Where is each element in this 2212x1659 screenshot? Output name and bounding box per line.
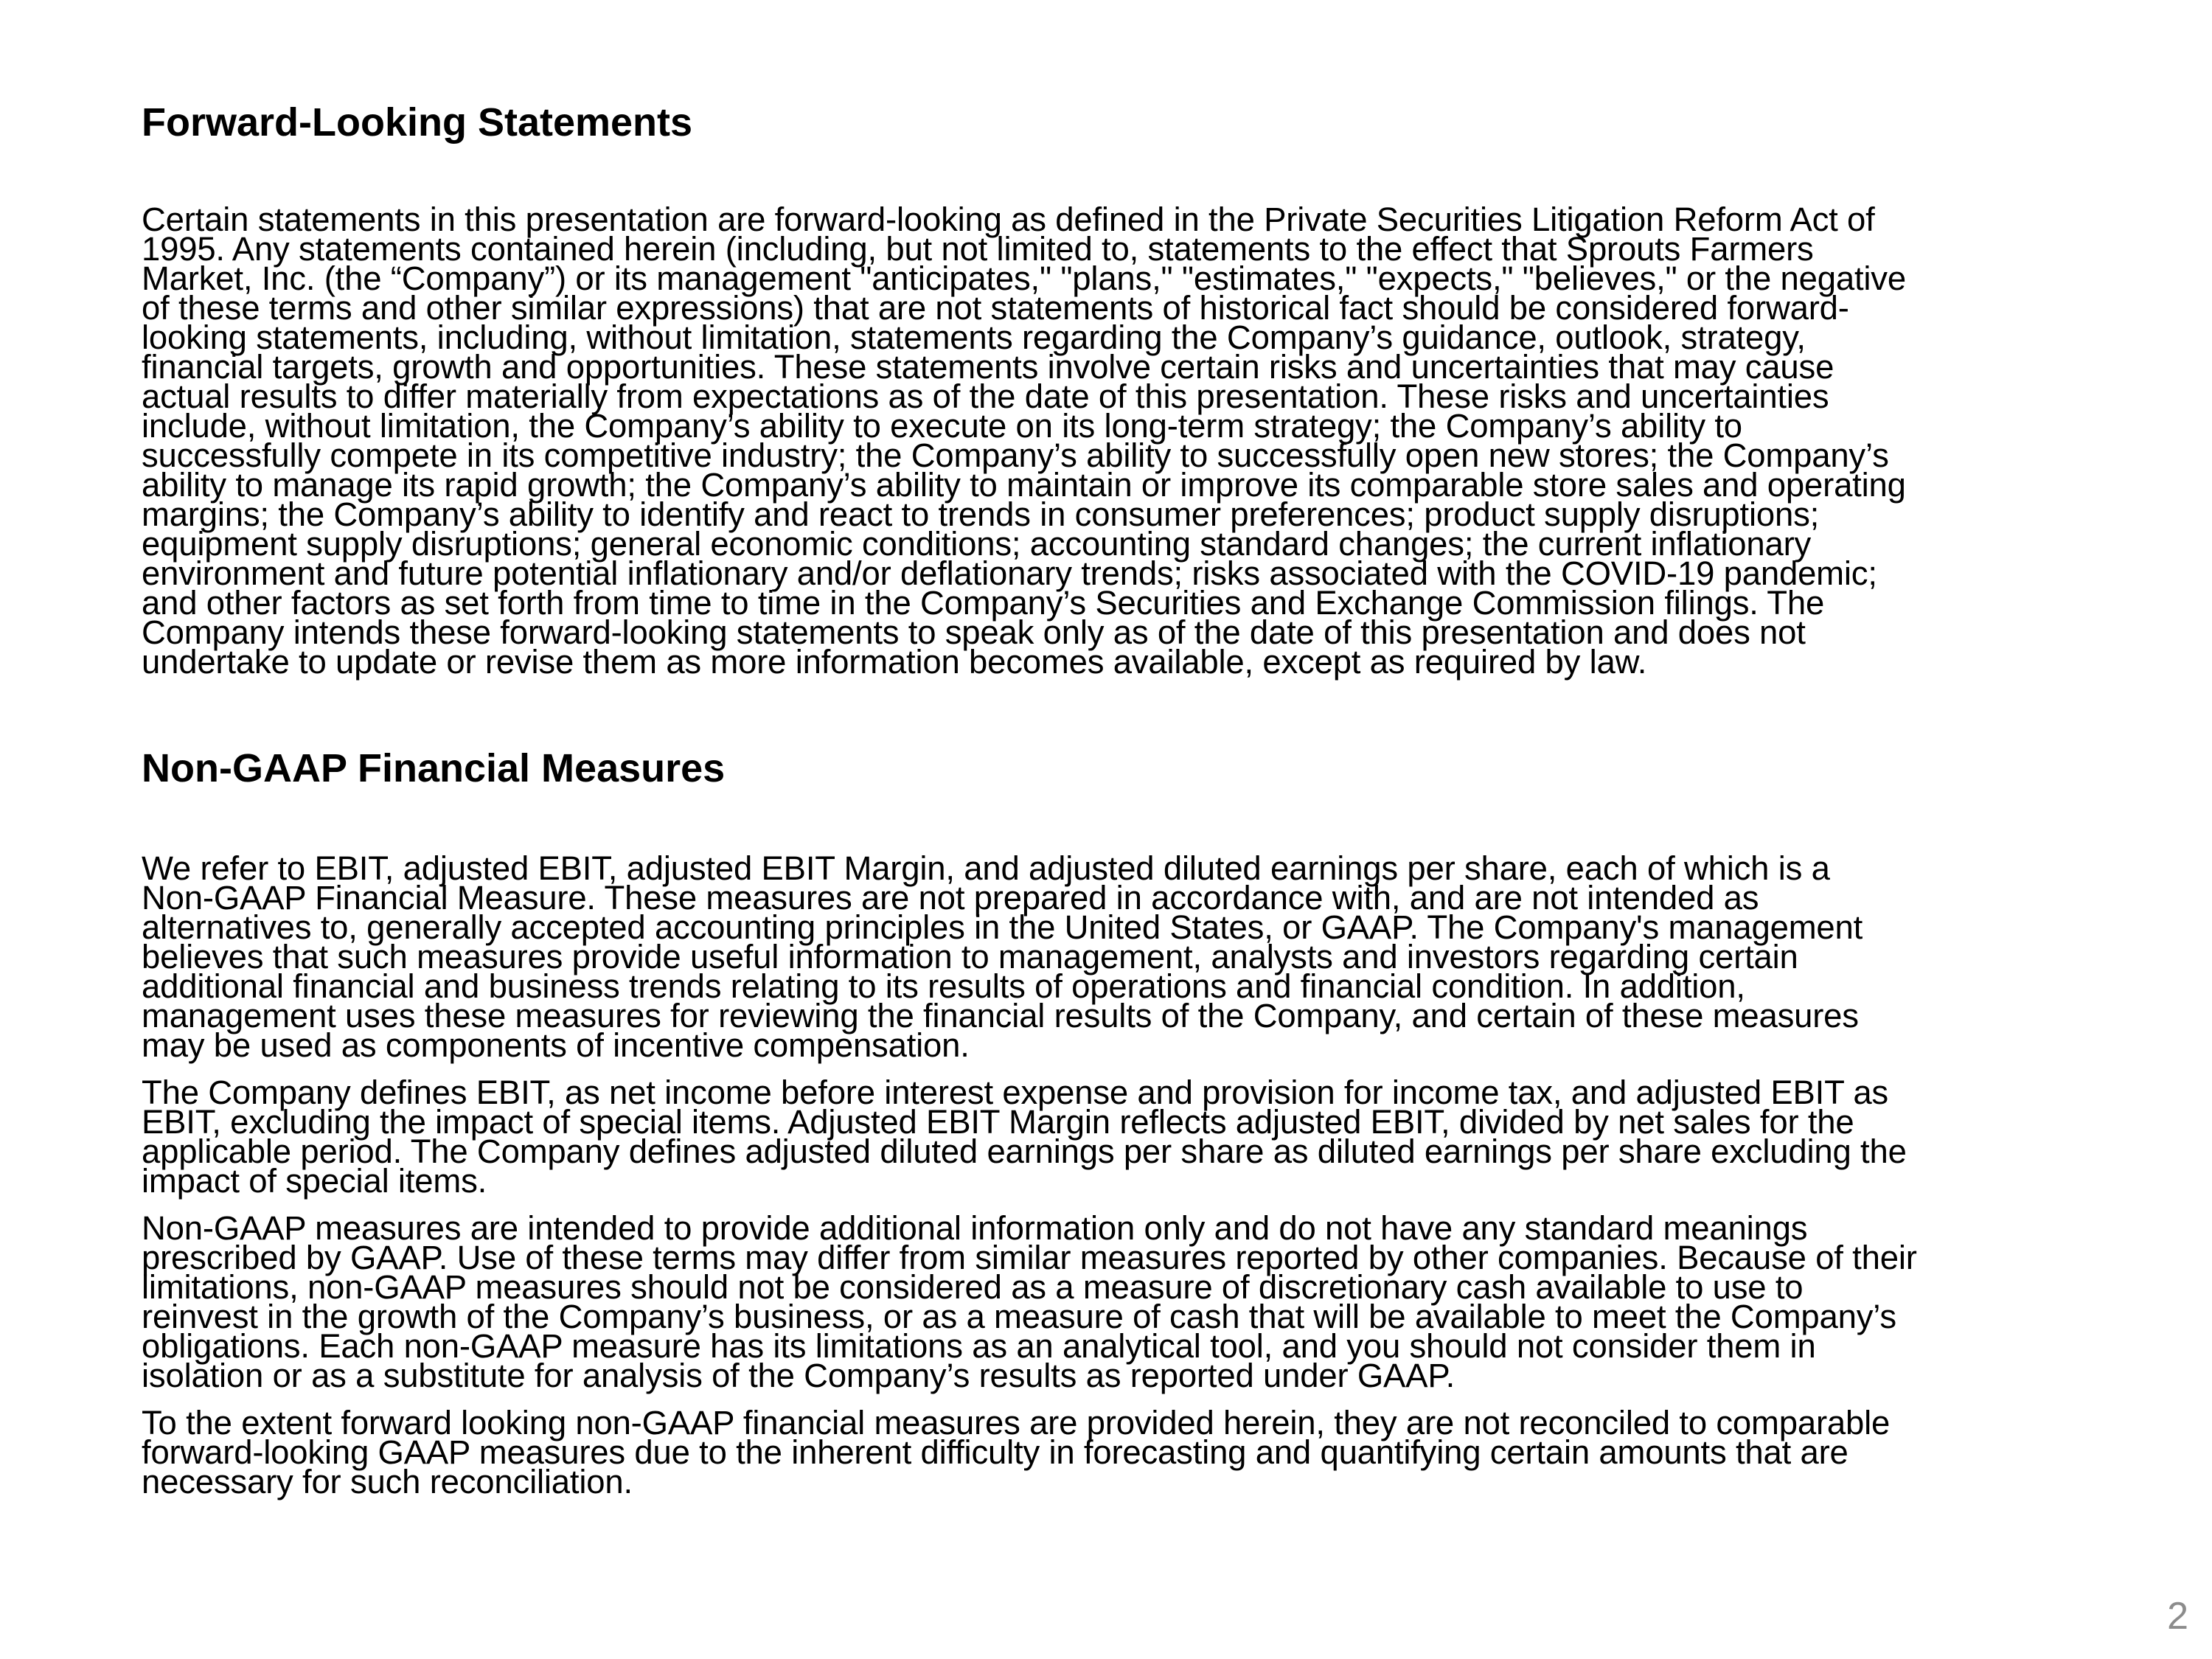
text-line: may be used as components of incentive compensation.	[142, 1026, 970, 1064]
text-line: undertake to update or revise them as more information becomes available, except as required by law.	[142, 643, 1647, 681]
forward-looking-statements-body	[142, 201, 2147, 695]
paragraph	[142, 201, 2147, 681]
text-line: and other factors as set forth from time to time in the Company’s Securities and Exchange Commission filings. The	[142, 584, 1825, 622]
text-line: prescribed by GAAP. Use of these terms may differ from similar measures reported by other companies. Because of their	[142, 1239, 1917, 1276]
text-line: isolation or as a substitute for analysis of the Company’s results as reported under GAAP.	[142, 1357, 1455, 1394]
text-line: The Company defines EBIT, as net income before interest expense and provision for income tax, and adjusted EBIT as	[142, 1074, 1888, 1111]
text-line: 1995. Any statements contained herein (including, but not limited to, statements to the effect that Sprouts Farmers	[142, 230, 1814, 268]
text-line: Market, Inc. (the “Company”) or its management "anticipates," "plans," "estimates," "expects," "believes," or the negative	[142, 260, 1906, 297]
text-line: We refer to EBIT, adjusted EBIT, adjusted EBIT Margin, and adjusted diluted earnings per share, each of which is a	[142, 849, 1830, 887]
text-line: reinvest in the growth of the Company’s business, or as a measure of cash that will be available to meet the Company’s	[142, 1298, 1896, 1335]
section-title-forward-looking-statements: Forward-Looking Statements	[142, 100, 693, 145]
text-line: necessary for such reconciliation.	[142, 1463, 633, 1500]
paragraph	[142, 1209, 2147, 1394]
text-line: environment and future potential inflationary and/or deflationary trends; risks associated with the COVID-19 pandemic;	[142, 554, 1877, 592]
text-line: Certain statements in this presentation are forward-looking as defined in the Private Securities Litigation Reform Act of	[142, 201, 1875, 238]
text-line: ability to manage its rapid growth; the Company’s ability to maintain or improve its comparable store sales and operating	[142, 466, 1906, 504]
text-line: include, without limitation, the Company’s ability to execute on its long-term strategy; the Company’s ability to	[142, 407, 1742, 445]
non-gaap-financial-measures-body	[142, 849, 2147, 1514]
text-line: applicable period. The Company defines adjusted diluted earnings per share as diluted earnings per share excluding the	[142, 1133, 1907, 1170]
text-line: believes that such measures provide useful information to management, analysts and investors regarding certain	[142, 938, 1798, 975]
text-line: To the extent forward looking non-GAAP financial measures are provided herein, they are not reconciled to comparable	[142, 1404, 1891, 1441]
text-line: Non-GAAP Financial Measure. These measures are not prepared in accordance with, and are not intended as	[142, 879, 1759, 917]
text-line: Non-GAAP measures are intended to provide additional information only and do not have any standard meanings	[142, 1209, 1808, 1247]
text-line: actual results to differ materially from expectations as of the date of this presentation. These risks and uncertainties	[142, 378, 1829, 415]
text-line: limitations, non-GAAP measures should not be considered as a measure of discretionary cash available to use to	[142, 1268, 1804, 1306]
text-line: equipment supply disruptions; general economic conditions; accounting standard changes; the current inflationary	[142, 525, 1812, 563]
text-line: alternatives to, generally accepted accounting principles in the United States, or GAAP. The Company's management	[142, 908, 1863, 946]
text-line: Company intends these forward-looking statements to speak only as of the date of this presentation and does not	[142, 613, 1806, 651]
text-line: forward-looking GAAP measures due to the inherent difficulty in forecasting and quantifying certain amounts that are	[142, 1433, 1848, 1471]
page-number: 2	[2167, 1595, 2188, 1638]
text-line: looking statements, including, without limitation, statements regarding the Company’s guidance, outlook, strategy,	[142, 319, 1806, 356]
paragraph	[142, 1074, 2147, 1200]
text-line: management uses these measures for reviewing the financial results of the Company, and certain of these measures	[142, 997, 1859, 1034]
text-line: of these terms and other similar expressions) that are not statements of historical fact should be considered forward-	[142, 289, 1849, 327]
text-line: margins; the Company’s ability to identify and react to trends in consumer preferences; product supply disruptions;	[142, 495, 1820, 533]
text-line: successfully compete in its competitive industry; the Company’s ability to successfully open new stores; the Company’s	[142, 437, 1889, 474]
section-title-non-gaap-financial-measures: Non-GAAP Financial Measures	[142, 746, 726, 790]
text-line: obligations. Each non-GAAP measure has its limitations as an analytical tool, and you should not consider them in	[142, 1327, 1816, 1365]
paragraph	[142, 1404, 2147, 1500]
text-line: additional financial and business trends relating to its results of operations and financial condition. In addition,	[142, 967, 1745, 1005]
text-line: impact of special items.	[142, 1162, 487, 1200]
text-line: financial targets, growth and opportunities. These statements involve certain risks and uncertainties that may cause	[142, 348, 1834, 386]
paragraph	[142, 849, 2147, 1064]
text-line: EBIT, excluding the impact of special items. Adjusted EBIT Margin reflects adjusted EBIT, divided by net sales for the	[142, 1103, 1854, 1141]
